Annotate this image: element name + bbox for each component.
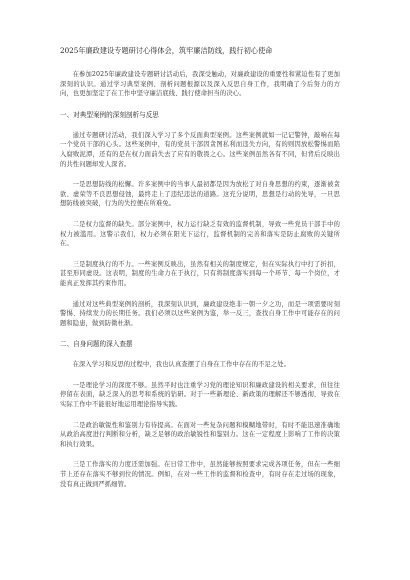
section-1-paragraph-4: 三是制度执行的不力。一些案例反映出，虽然有相关的制度规定，但在实际执行中打了折扣，甚至形同虚设。这表明，制度的生命力在于执行，只有将制度落实到每一个环节、每一个岗位，才能真正发挥其约束作用。 <box>60 260 340 287</box>
section-1-paragraph-1: 通过专题研讨活动，我们深入学习了多个反面典型案例。这些案例就如一记记警钟，敲响在每一个党员干部的心头。这些案例中，有的党员干部因贪图私利而违失方向，有的则因放松警惕而陷入腐败泥潭，还有的是在权力面前失去了应有的敬畏之心。这些案例虽然各有不同，但背后反映出的共性问题却发人深省。 <box>60 131 340 168</box>
section-1-paragraph-2: 一是思想防线的松懈。许多案例中的当事人最初都是因为放松了对自身思想的约束，逐渐被贪欲、虚荣等不良思想侵蚀，最终走上了违纪违法的道路。这充分说明，思想是行动的先导，一旦思想防线被突破，行为的失控便在所难免。 <box>60 181 340 208</box>
intro-paragraph: 在参加2025年廉政建设专题研讨活动后，我深受触动，对廉政建设的重要性和紧迫性有了更加深刻的认识。通过学习典型案例、剖析问题根源以及深入反思自身工作，我明确了今后努力的方向，也更加坚定了在工作中坚守廉洁底线、践行使命担当的决心。 <box>60 71 340 98</box>
section-1-paragraph-3: 二是权力监督的缺失。部分案例中，权力运行缺乏有效的监督机制，导致一些党员干部手中的权力被滥用。这警示我们，权力必须在阳光下运行，监督机制的完善和落实是防止腐败的关键所在。 <box>60 220 340 248</box>
section-2-paragraph-1: 在深入学习和反思的过程中，我也认真查摆了自身在工作中存在的不足之处。 <box>72 361 291 369</box>
section-2-paragraph-4: 三是工作落实的力度还需加强。在日常工作中，虽然能够按照要求完成各项任务，但在一些细节上还存在落实不够到位的情况。例如，在对一些工作的监督和检查中，有时存在走过场的现象，没有真正做到严抓细管。 <box>60 461 340 488</box>
section-2-heading: 二、自身问题的深入查摆 <box>60 340 133 349</box>
document-title: 2025年廉政建设专题研讨心得体会，筑牢廉洁防线，践行初心使命 <box>60 46 273 55</box>
section-1-heading: 一、对典型案例的深刻剖析与反思 <box>60 110 159 119</box>
section-1-paragraph-5: 通过对这些典型案例的剖析，我深刻认识到，廉政建设绝非一朝一夕之功，而是一项需要时刻警惕、持续发力的长期任务。我们必须以这些案例为鉴，举一反三，查找自身工作中可能存在的问题和隐患，做到防微杜渐。 <box>60 300 340 327</box>
section-2-paragraph-2: 一是理论学习的深度不够。虽然平时也注重学习党的理论知识和廉政建设的相关要求，但往往停留在表面，缺乏深入的思考和系统的钻研。对于一些新理论、新政策的理解还不够透彻，导致在实际工作中不能很好地运用理论指导实践。 <box>60 381 340 409</box>
section-2-paragraph-3: 二是政治敏锐性和鉴别力有待提高。在面对一些复杂问题和模糊地带时，有时不能迅速准确地从政治高度进行判断和分析，缺乏足够的政治敏锐性和鉴别力。这在一定程度上影响了工作的决策和执行效果。 <box>60 421 340 448</box>
